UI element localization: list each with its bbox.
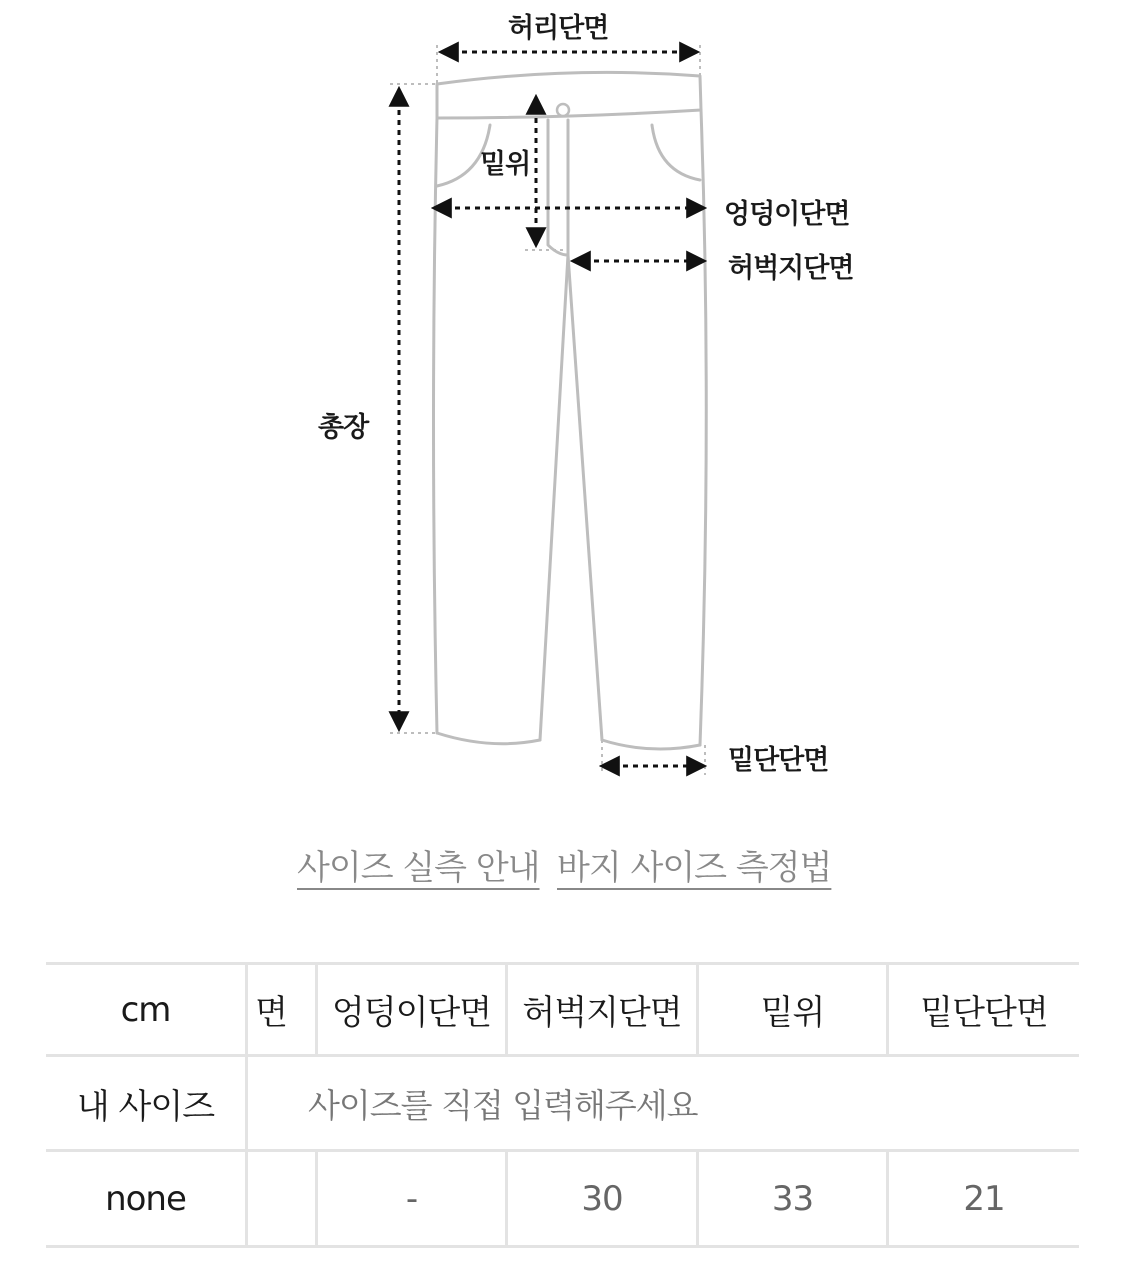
total-length-label: 총장 xyxy=(318,412,369,443)
table-header-cell: 밑위 xyxy=(760,993,825,1033)
size-table xyxy=(46,962,1079,1250)
table-divider xyxy=(46,1245,1079,1248)
size-row-value: 30 xyxy=(581,1178,623,1219)
measure-method-link[interactable]: 바지 사이즈 측정법 xyxy=(557,848,832,888)
table-header-unit: cm xyxy=(120,989,171,1030)
waist-label: 허리단면 xyxy=(508,13,609,44)
size-guide-link[interactable]: 사이즈 실측 안내 xyxy=(297,848,540,888)
hem-label: 밑단단면 xyxy=(728,745,829,776)
my-size-input[interactable]: 사이즈를 직접 입력해주세요 xyxy=(308,1086,698,1125)
size-row-value: - xyxy=(405,1178,418,1219)
size-row-label: none xyxy=(105,1178,186,1219)
my-size-label: 내 사이즈 xyxy=(76,1086,215,1127)
size-links xyxy=(0,840,1125,890)
table-header-cell: 허벅지단면 xyxy=(522,993,682,1033)
table-header-cell: 밑단단면 xyxy=(920,993,1048,1033)
table-header-cell: 엉덩이단면 xyxy=(331,993,492,1033)
table-header-cell: 면 xyxy=(255,993,287,1033)
rise-label: 밑위 xyxy=(480,149,531,180)
thigh-label: 허벅지단면 xyxy=(728,253,854,284)
size-row-value xyxy=(248,1152,315,1245)
hip-label: 엉덩이단면 xyxy=(724,199,850,230)
size-row-value: 21 xyxy=(963,1178,1005,1219)
size-row-value: 33 xyxy=(771,1178,814,1219)
